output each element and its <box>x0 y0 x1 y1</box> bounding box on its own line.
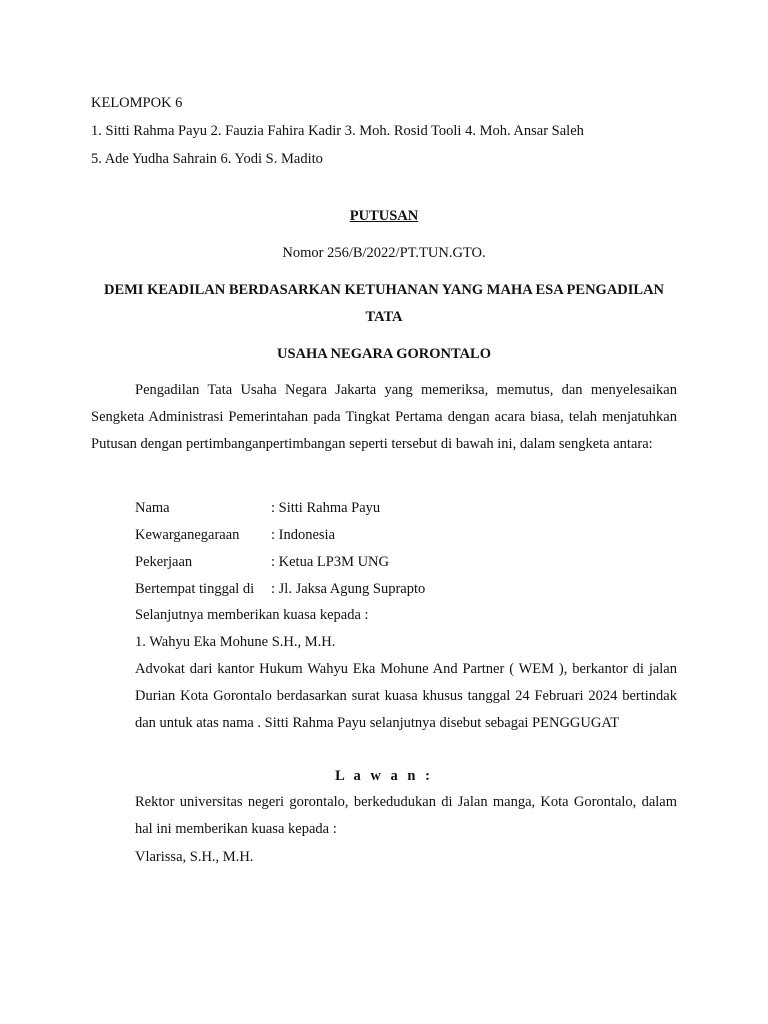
plaintiff-field-name <box>135 499 380 517</box>
field-value: : Sitti Rahma Payu <box>271 500 381 516</box>
field-label: Bertempat tinggal di <box>135 581 255 597</box>
plaintiff-proxy-name: 1. Wahyu Eka Mohune S.H., M.H. <box>135 634 336 650</box>
field-value: : Indonesia <box>271 527 336 543</box>
group-title: KELOMPOK 6 <box>91 95 183 111</box>
plaintiff-field-citizenship <box>135 526 335 544</box>
plaintiff-proxy-description: Advokat dari kantor Hukum Wahyu Eka Mohune And Partner ( WEM ), berkantor di jalan Durian Kota Gorontalo berdasarkan surat kuasa khusus tanggal 24 Februari 2024 bertindak dan untuk atas nama . Sitti Rahma Payu selanjutnya disebut sebagai PENGGUGAT <box>135 661 677 731</box>
members-line-1: 1. Sitti Rahma Payu 2. Fauzia Fahira Kadir 3. Moh. Rosid Tooli 4. Moh. Ansar Saleh <box>91 123 584 139</box>
plaintiff-proxy-intro: Selanjutnya memberikan kuasa kepada : <box>135 607 369 623</box>
plaintiff-field-address <box>135 580 425 598</box>
versus-heading: L a w a n : <box>335 768 433 784</box>
decision-title: PUTUSAN <box>349 208 419 224</box>
decision-heading-line-1: DEMI KEADILAN BERDASARKAN KETUHANAN YANG MAHA ESA PENGADILAN <box>103 282 665 298</box>
decision-heading-line-3: USAHA NEGARA GORONTALO <box>276 346 492 362</box>
field-label: Nama <box>135 500 170 516</box>
field-label: Pekerjaan <box>135 554 193 570</box>
decision-number: Nomor 256/B/2022/PT.TUN.GTO. <box>282 245 486 261</box>
decision-heading-line-2: TATA <box>365 309 403 325</box>
field-value: : Jl. Jaksa Agung Suprapto <box>271 581 426 597</box>
members-line-2: 5. Ade Yudha Sahrain 6. Yodi S. Madito <box>91 151 323 167</box>
plaintiff-field-occupation <box>135 553 389 571</box>
defendant-proxy-name: Vlarissa, S.H., M.H. <box>135 849 254 865</box>
defendant-description: Rektor universitas negeri gorontalo, berkedudukan di Jalan manga, Kota Gorontalo, dalam hal ini memberikan kuasa kepada : <box>135 794 677 837</box>
intro-paragraph: Pengadilan Tata Usaha Negara Jakarta yang memeriksa, memutus, dan menyelesaikan Sengketa Administrasi Pemerintahan pada Tingkat Pertama dengan acara biasa, telah menjatuhkan Putusan dengan pertimbanganpertimbangan seperti tersebut di bawah ini, dalam sengketa antara: <box>91 382 677 452</box>
field-label: Kewarganegaraan <box>135 527 240 543</box>
field-value: : Ketua LP3M UNG <box>271 554 390 570</box>
